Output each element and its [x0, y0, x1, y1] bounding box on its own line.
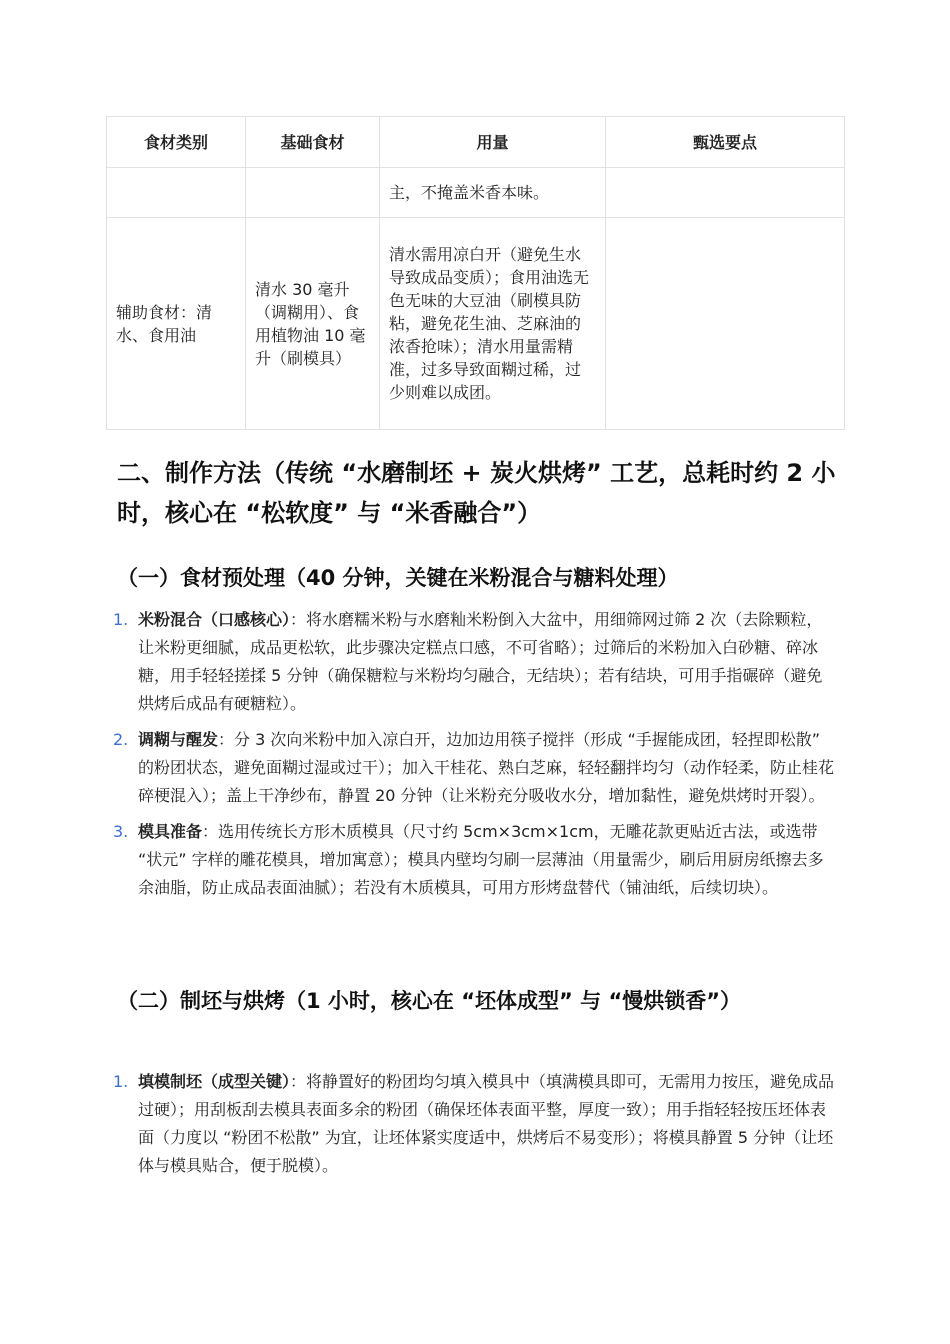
table-row [107, 218, 845, 430]
step-text: ：将水磨糯米粉与水磨籼米粉倒入大盆中，用细筛网过筛 2 次（去除颗粒，让米粉更细腻，成品更松软，此步骤决定糕点口感，不可省略）；过筛后的米粉加入白砂糖、碎冰糖，用手轻轻搓揉 5 分钟（确保糖粒与米粉均匀融合，无结块）；若有结块，可用手指碾碎（避免烘烤后成品有硬糖粒）。 [138, 610, 823, 713]
table-cell [246, 168, 380, 218]
step-text: ：选用传统长方形木质模具（尺寸约 5cm×3cm×1cm，无雕花款更贴近古法，或选带 “状元” 字样的雕花模具，增加寓意）；模具内壁均匀刷一层薄油（用量需少，刷后用厨房纸擦去多余油脂，防止成品表面油腻）；若没有木质模具，可用方形烤盘替代（铺油纸，后续切块）。 [138, 822, 824, 897]
table-cell [606, 168, 845, 218]
step-text: ：将静置好的粉团均匀填入模具中（填满模具即可，无需用力按压，避免成品过硬）；用刮板刮去模具表面多余的粉团（确保坯体表面平整，厚度一致）；用手指轻轻按压坯体表面（力度以 “粉团不松散” 为宜，让坯体紧实度适中，烘烤后不易变形）；将模具静置 5 分钟（让坯体与模具贴合，便于脱模）。 [138, 1072, 835, 1175]
step-title: 填模制坯（成型关键） [138, 1072, 291, 1091]
table-header-cell: 食材类别 [107, 117, 246, 168]
table-cell: 清水 30 毫升（调糊用）、食用植物油 10 毫升（刷模具） [246, 218, 380, 430]
table-header-cell: 基础食材 [246, 117, 380, 168]
subsection-heading-preprocessing: （一）食材预处理（40 分钟，关键在米粉混合与糖料处理） [117, 566, 679, 590]
table-header-cell: 甄选要点 [606, 117, 845, 168]
table-cell: 清水需用凉白开（避免生水导致成品变质）；食用油选无色无味的大豆油（刷模具防粘，避免花生油、芝麻油的浓香抢味）；清水用量需精准，过多导致面糊过稀，过少则难以成团。 [380, 218, 606, 430]
step-title: 调糊与醒发 [138, 730, 219, 749]
step-title: 模具准备 [138, 822, 203, 841]
subsection-heading-baking: （二）制坯与烘烤（1 小时，核心在 “坯体成型” 与 “慢烘锁香”） [117, 989, 742, 1013]
list-number: 2. [113, 730, 129, 749]
list-number: 1. [113, 1072, 129, 1091]
table-cell: 主，不掩盖米香本味。 [380, 168, 606, 218]
list-number: 1. [113, 610, 129, 629]
baking-steps-list [113, 1068, 838, 1188]
section-heading-method: 二、制作方法（传统 “水磨制坯 + 炭火烘烤” 工艺，总耗时约 2 小时，核心在 “松软度” 与 “米香融合”） [117, 459, 836, 527]
list-item [113, 818, 838, 902]
table-row [107, 168, 845, 218]
step-text: ：分 3 次向米粉中加入凉白开，边加边用筷子搅拌（形成 “手握能成团，轻捏即松散” 的粉团状态，避免面糊过湿或过干）；加入干桂花、熟白芝麻，轻轻翻拌均匀（动作轻柔，防止桂花碎梗混入）；盖上干净纱布，静置 20 分钟（让米粉充分吸收水分，增加黏性，避免烘烤时开裂）。 [138, 730, 835, 805]
table-cell [606, 218, 845, 430]
step-title: 米粉混合（口感核心） [138, 610, 291, 629]
table-cell: 辅助食材：清水、食用油 [107, 218, 246, 430]
list-item [113, 606, 838, 718]
list-item [113, 1068, 838, 1180]
list-number: 3. [113, 822, 129, 841]
ingredients-table [106, 116, 845, 430]
preprocessing-steps-list [113, 606, 838, 910]
table-cell [107, 168, 246, 218]
table-header-cell: 用量 [380, 117, 606, 168]
list-item [113, 726, 838, 810]
table-header-row [107, 117, 845, 168]
